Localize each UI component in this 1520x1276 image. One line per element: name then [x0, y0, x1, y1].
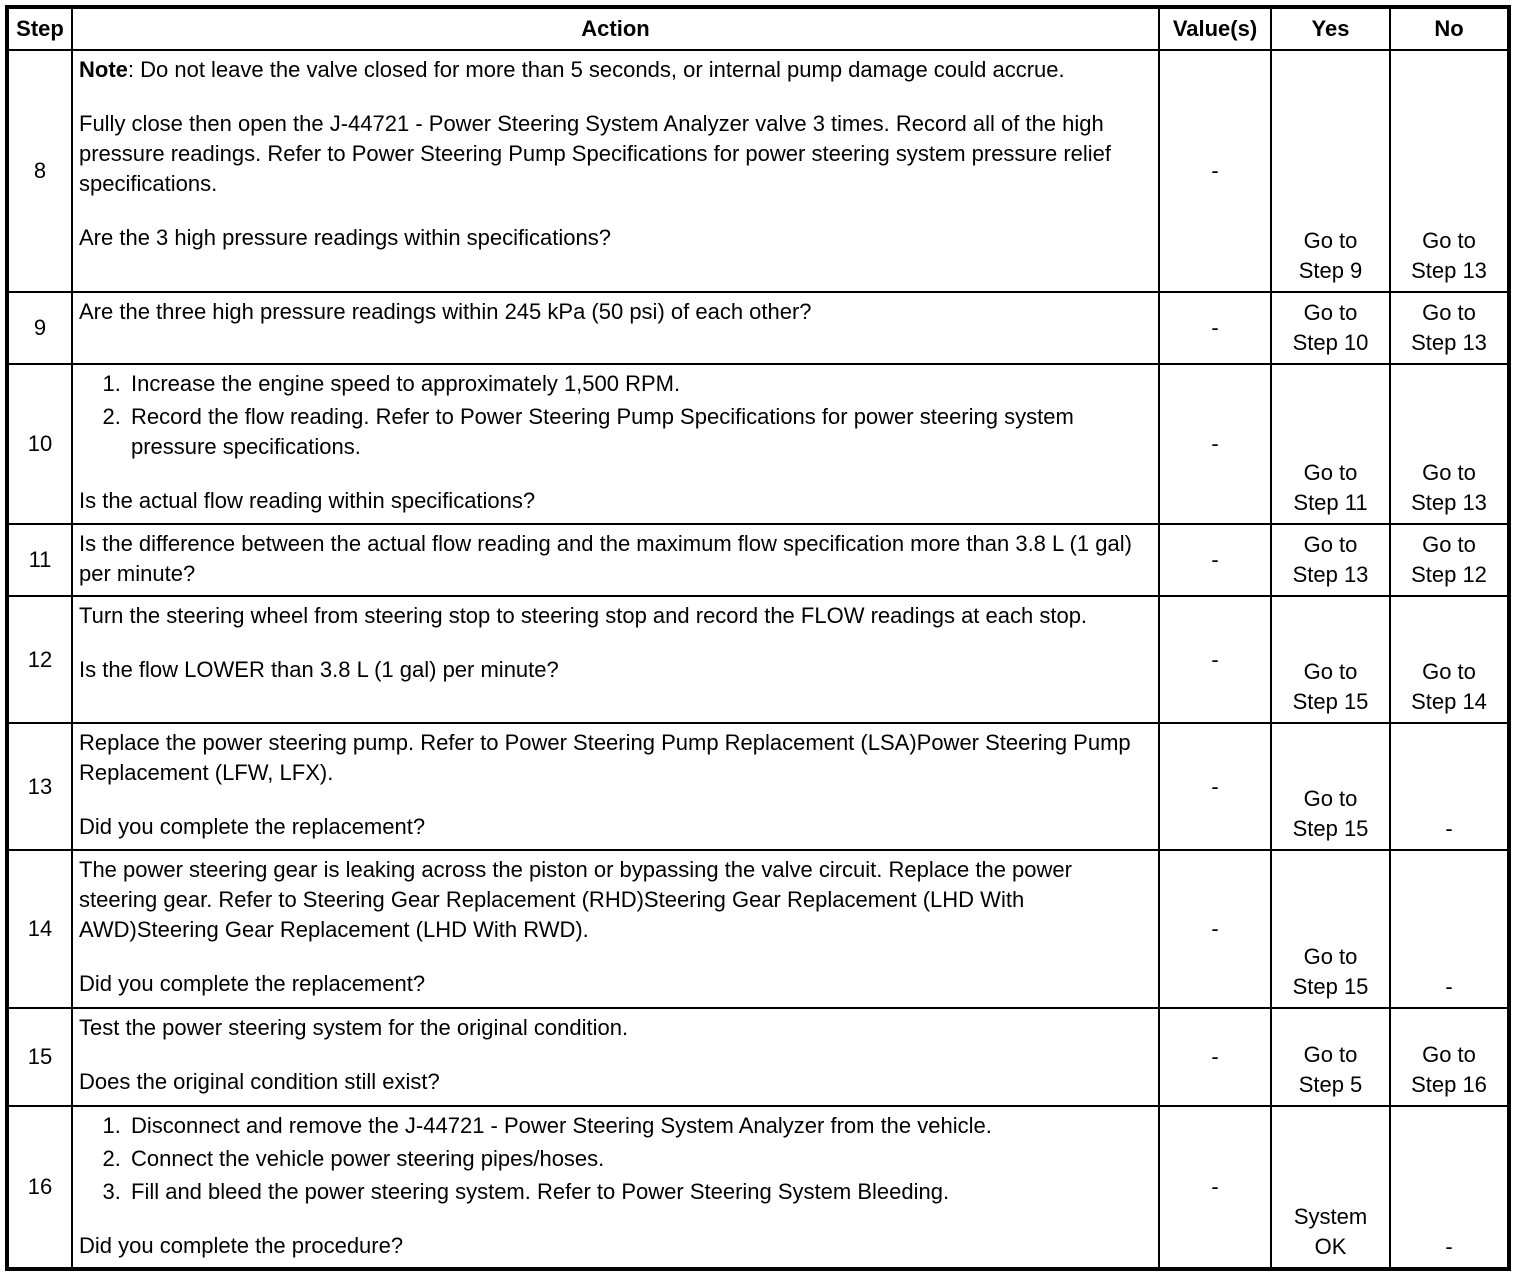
action-cell	[72, 1106, 1159, 1269]
action-step-item: 3. Fill and bleed the power steering system. Refer to Power Steering System Bleeding.	[127, 1177, 1152, 1207]
action-step-item: 2. Connect the vehicle power steering pipes/hoses.	[127, 1144, 1152, 1174]
no-cell	[1390, 364, 1509, 524]
action-step-item: 2. Record the flow reading. Refer to Power Steering Pump Specifications for power steering system pressure specifications.	[127, 402, 1152, 462]
yes-cell	[1271, 596, 1390, 723]
no-outcome-line: -	[1445, 974, 1453, 999]
diagnostic-table	[5, 5, 1511, 1271]
no-outcome-line: Go to	[1422, 228, 1476, 253]
yes-cell	[1271, 364, 1390, 524]
table-row	[7, 50, 1509, 292]
action-question: Did you complete the procedure?	[79, 1233, 404, 1258]
value-cell: -	[1159, 364, 1271, 524]
note-paragraph	[79, 55, 1152, 85]
action-question: Is the difference between the actual flow reading and the maximum flow specification more than 3.8 L (1 gal) per minute?	[79, 531, 1132, 586]
no-cell	[1390, 723, 1509, 850]
no-cell	[1390, 1106, 1509, 1269]
action-step-item: 1. Increase the engine speed to approximately 1,500 RPM.	[127, 369, 1152, 399]
value-cell: -	[1159, 596, 1271, 723]
action-text: Fully close then open the J-44721 - Power Steering System Analyzer valve 3 times. Record all of the high pressure readings. Refer to Power Steering Pump Specifications for power steering system pressure relief specifications.	[79, 111, 1112, 196]
note-label: Note	[79, 57, 128, 82]
value-cell: -	[1159, 723, 1271, 850]
no-cell	[1390, 292, 1509, 364]
action-text: The power steering gear is leaking across the piston or bypassing the valve circuit. Replace the power steering gear. Refer to Steering Gear Replacement (RHD)Steering Gear Replacement (LHD With AWD)Steering Gear Replacement (LHD With RWD).	[79, 857, 1072, 942]
value-cell: -	[1159, 50, 1271, 292]
action-question: Is the flow LOWER than 3.8 L (1 gal) per minute?	[79, 657, 559, 682]
step-cell: 11	[7, 524, 72, 596]
no-outcome-line: -	[1445, 1234, 1453, 1259]
header-values: Value(s)	[1159, 7, 1271, 50]
action-text: Turn the steering wheel from steering stop to steering stop and record the FLOW readings at each stop.	[79, 603, 1088, 628]
header-yes: Yes	[1271, 7, 1390, 50]
action-cell	[72, 1008, 1159, 1106]
yes-outcome-line: Go to	[1303, 659, 1358, 684]
yes-outcome-line: Step 10	[1292, 330, 1369, 355]
step-cell: 10	[7, 364, 72, 524]
action-cell	[72, 524, 1159, 596]
table-row	[7, 596, 1509, 723]
header-action: Action	[72, 7, 1159, 50]
no-outcome-line: Go to	[1422, 300, 1476, 325]
no-cell	[1390, 1008, 1509, 1106]
table-row	[7, 850, 1509, 1008]
yes-cell	[1271, 50, 1390, 292]
action-steps-list	[79, 1111, 1152, 1207]
value-cell: -	[1159, 1106, 1271, 1269]
yes-cell	[1271, 1008, 1390, 1106]
action-question: Did you complete the replacement?	[79, 971, 426, 996]
step-cell: 16	[7, 1106, 72, 1269]
no-outcome-line: Step 13	[1411, 490, 1487, 515]
yes-cell	[1271, 1106, 1390, 1269]
action-text: Test the power steering system for the original condition.	[79, 1015, 629, 1040]
yes-cell	[1271, 292, 1390, 364]
no-outcome-line: Go to	[1422, 532, 1476, 557]
table-row	[7, 524, 1509, 596]
yes-outcome-line: Go to	[1303, 532, 1358, 557]
yes-outcome-line: Step 15	[1292, 816, 1369, 841]
table-row	[7, 364, 1509, 524]
value-cell: -	[1159, 292, 1271, 364]
action-question: Did you complete the replacement?	[79, 814, 426, 839]
value-cell: -	[1159, 850, 1271, 1008]
action-cell	[72, 292, 1159, 364]
yes-outcome-line: Go to	[1303, 300, 1358, 325]
table-row	[7, 1008, 1509, 1106]
action-cell	[72, 723, 1159, 850]
action-step-item: 1. Disconnect and remove the J-44721 - Power Steering System Analyzer from the vehicle.	[127, 1111, 1152, 1141]
step-cell: 15	[7, 1008, 72, 1106]
step-cell: 12	[7, 596, 72, 723]
yes-outcome-line: OK	[1314, 1234, 1347, 1259]
yes-outcome-line: Go to	[1303, 944, 1358, 969]
yes-cell	[1271, 723, 1390, 850]
yes-outcome-line: Step 9	[1298, 258, 1363, 283]
yes-outcome-line: Step 5	[1298, 1072, 1363, 1097]
step-cell: 13	[7, 723, 72, 850]
no-outcome-line: Step 13	[1411, 330, 1487, 355]
yes-outcome-line: System	[1293, 1204, 1368, 1229]
no-outcome-line: Go to	[1422, 460, 1476, 485]
note-text: : Do not leave the valve closed for more than 5 seconds, or internal pump damage could accrue.	[127, 57, 1065, 82]
value-cell: -	[1159, 1008, 1271, 1106]
yes-outcome-line: Go to	[1303, 1042, 1358, 1067]
table-row	[7, 1106, 1509, 1269]
action-cell	[72, 50, 1159, 292]
table-row	[7, 723, 1509, 850]
yes-outcome-line: Step 13	[1292, 562, 1369, 587]
no-outcome-line: Go to	[1422, 1042, 1476, 1067]
yes-outcome-line: Go to	[1303, 786, 1358, 811]
yes-outcome-line: Step 15	[1292, 689, 1369, 714]
no-cell	[1390, 50, 1509, 292]
no-outcome-line: Go to	[1422, 659, 1476, 684]
yes-outcome-line: Go to	[1303, 460, 1358, 485]
no-outcome-line: Step 13	[1411, 258, 1487, 283]
step-cell: 9	[7, 292, 72, 364]
yes-outcome-line: Step 11	[1293, 490, 1368, 515]
no-outcome-line: -	[1445, 816, 1453, 841]
no-outcome-line: Step 16	[1411, 1072, 1487, 1097]
step-cell: 14	[7, 850, 72, 1008]
no-cell	[1390, 524, 1509, 596]
yes-cell	[1271, 524, 1390, 596]
no-cell	[1390, 850, 1509, 1008]
action-cell	[72, 364, 1159, 524]
action-question: Does the original condition still exist?	[79, 1069, 440, 1094]
action-steps-list	[79, 369, 1152, 462]
table-row	[7, 292, 1509, 364]
header-step: Step	[7, 7, 72, 50]
no-outcome-line: Step 14	[1411, 689, 1487, 714]
yes-outcome-line: Step 15	[1292, 974, 1369, 999]
action-question: Is the actual flow reading within specifications?	[79, 488, 536, 513]
action-text: Replace the power steering pump. Refer to Power Steering Pump Replacement (LSA)Power Steering Pump Replacement (LFW, LFX).	[79, 730, 1131, 785]
action-cell	[72, 850, 1159, 1008]
table-body	[7, 50, 1509, 1269]
no-outcome-line: Step 12	[1411, 562, 1487, 587]
value-cell: -	[1159, 524, 1271, 596]
action-question: Are the three high pressure readings within 245 kPa (50 psi) of each other?	[79, 299, 812, 324]
yes-outcome-line: Go to	[1303, 228, 1358, 253]
step-cell: 8	[7, 50, 72, 292]
yes-cell	[1271, 850, 1390, 1008]
header-no: No	[1390, 7, 1509, 50]
action-cell	[72, 596, 1159, 723]
no-cell	[1390, 596, 1509, 723]
action-question: Are the 3 high pressure readings within specifications?	[79, 225, 611, 250]
header-row	[7, 7, 1509, 50]
